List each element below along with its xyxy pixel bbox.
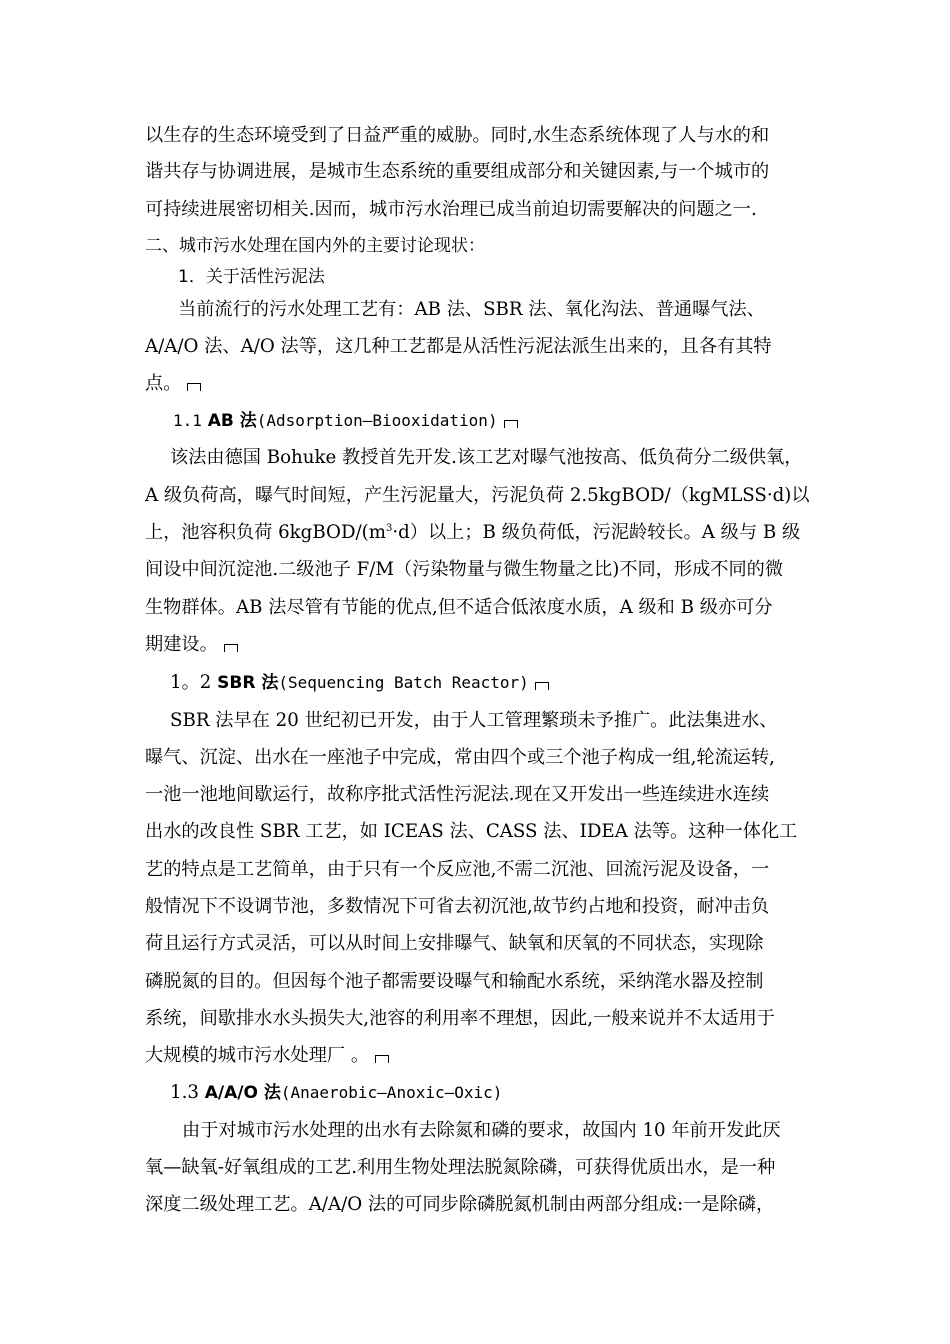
ab-heading <box>173 409 518 433</box>
ab-para-line-6 <box>145 633 238 657</box>
sbr-para-line-7: 荷且运行方式灵活，可以从时间上安排曝气、缺氧和厌氧的不同状态，实现除 <box>145 933 764 954</box>
sbr-para-line-4: 出水的改良性 SBR 工艺，如 ICEAS 法、CASS 法、IDEA 法等。这种一体化工 <box>145 821 798 842</box>
sbr-para-line-5: 艺的特点是工艺简单，由于只有一个反应池,不需二沉池、回流污泥及设备，一 <box>145 859 770 880</box>
aao-heading-name: A/A/O 法 <box>204 1083 281 1103</box>
section-2-heading: 二、城市污水处理在国内外的主要讨论现状： <box>145 236 485 256</box>
sbr-heading <box>170 671 549 695</box>
sbr-para-line-8: 磷脱氮的目的。但因每个池子都需要设曝气和输配水系统，采纳滗水器及控制 <box>145 971 764 992</box>
aao-para-line-3: 深度二级处理工艺。A/A/O 法的可同步除磷脱氮机制由两部分组成:一是除磷， <box>145 1194 775 1215</box>
paragraph-mark-icon <box>535 682 549 690</box>
aao-heading-number: 1.3 <box>170 1082 199 1103</box>
sbr-para-line-1: SBR 法早在 20 世纪初已开发，由于人工管理繁琐未予推广。此法集进水、 <box>170 710 778 731</box>
ab-heading-name: AB 法 <box>207 411 257 431</box>
subsection-1-heading: 1．关于活性污泥法 <box>178 267 325 287</box>
intro-line-1: 以生存的生态环境受到了日益严重的威胁。同时,水生态系统体现了人与水的和 <box>145 125 770 146</box>
aao-para-line-1: 由于对城市污水处理的出水有去除氮和磷的要求，故国内 10 年前开发此厌 <box>182 1120 781 1141</box>
ab-para-line-4: 间设中间沉淀池.二级池子 F/M（污染物量与微生物量之比)不同，形成不同的微 <box>145 559 784 580</box>
ab-para-line-3-part-a: 上，池容积负荷 6kgBOD/(m <box>145 522 386 543</box>
ab-heading-number: 1.1 <box>173 411 202 430</box>
sub1-para-line-3 <box>145 372 201 396</box>
ab-para-line-1: 该法由德国 Bohuke 教授首先开发.该工艺对曝气池按高、低负荷分二级供氧， <box>170 447 803 468</box>
paragraph-mark-icon <box>187 383 201 391</box>
sbr-para-line-3: 一池一池地间歇运行，故称序批式活性污泥法.现在又开发出一些连续进水连续 <box>145 784 770 805</box>
sbr-para-line-10 <box>145 1044 389 1068</box>
sub1-para-line-3-text: 点。 <box>145 373 182 394</box>
ab-para-superscript: 3 <box>386 522 393 534</box>
paragraph-mark-icon <box>504 420 518 428</box>
ab-para-line-3 <box>145 521 800 545</box>
ab-para-line-6-text: 期建设。 <box>145 634 218 655</box>
aao-para-line-2: 氧—缺氧-好氧组成的工艺.利用生物处理法脱氮除磷，可获得优质出水，是一种 <box>145 1157 776 1178</box>
paragraph-mark-icon <box>224 644 238 652</box>
sbr-heading-english: (Sequencing Batch Reactor) <box>278 673 529 692</box>
ab-para-line-5: 生物群体。AB 法尽管有节能的优点,但不适合低浓度水质，A 级和 B 级亦可分 <box>145 597 773 618</box>
intro-line-2: 谐共存与协调进展，是城市生态系统的重要组成部分和关键因素,与一个城市的 <box>145 161 770 182</box>
sbr-para-line-9: 系统，间歇排水水头损失大,池容的利用率不理想，因此,一般来说并不太适用于 <box>145 1008 775 1029</box>
sbr-heading-name: SBR 法 <box>217 673 279 693</box>
sbr-para-line-6: 般情况下不设调节池，多数情况下可省去初沉池,故节约占地和投资，耐冲击负 <box>145 896 770 917</box>
ab-heading-english: (Adsorption—Biooxidation) <box>256 411 498 430</box>
paragraph-mark-icon <box>375 1055 389 1063</box>
intro-line-3: 可持续进展密切相关.因而，城市污水治理已成当前迫切需要解决的问题之一. <box>145 199 757 220</box>
sbr-para-line-2: 曝气、沉淀、出水在一座池子中完成，常由四个或三个池子构成一组,轮流运转, <box>145 747 775 768</box>
sub1-para-line-1: 当前流行的污水处理工艺有：AB 法、SBR 法、氧化沟法、普通曝气法、 <box>178 299 765 320</box>
sub1-para-line-2: A/A/O 法、A/O 法等，这几种工艺都是从活性污泥法派生出来的，且各有其特 <box>145 336 772 357</box>
ab-para-line-2: A 级负荷高，曝气时间短，产生污泥量大，污泥负荷 2.5kgBOD/（kgMLSS·d)以 <box>145 485 810 506</box>
aao-heading <box>170 1081 502 1105</box>
sbr-para-line-10-text: 大规模的城市污水处理厂 。 <box>145 1045 370 1066</box>
sbr-heading-number: 1。2 <box>170 672 212 693</box>
aao-heading-english: (Anaerobic—Anoxic—Oxic) <box>280 1083 503 1102</box>
ab-para-line-3-part-b: ·d）以上；B 级负荷低，污泥龄较长。A 级与 B 级 <box>392 522 801 543</box>
